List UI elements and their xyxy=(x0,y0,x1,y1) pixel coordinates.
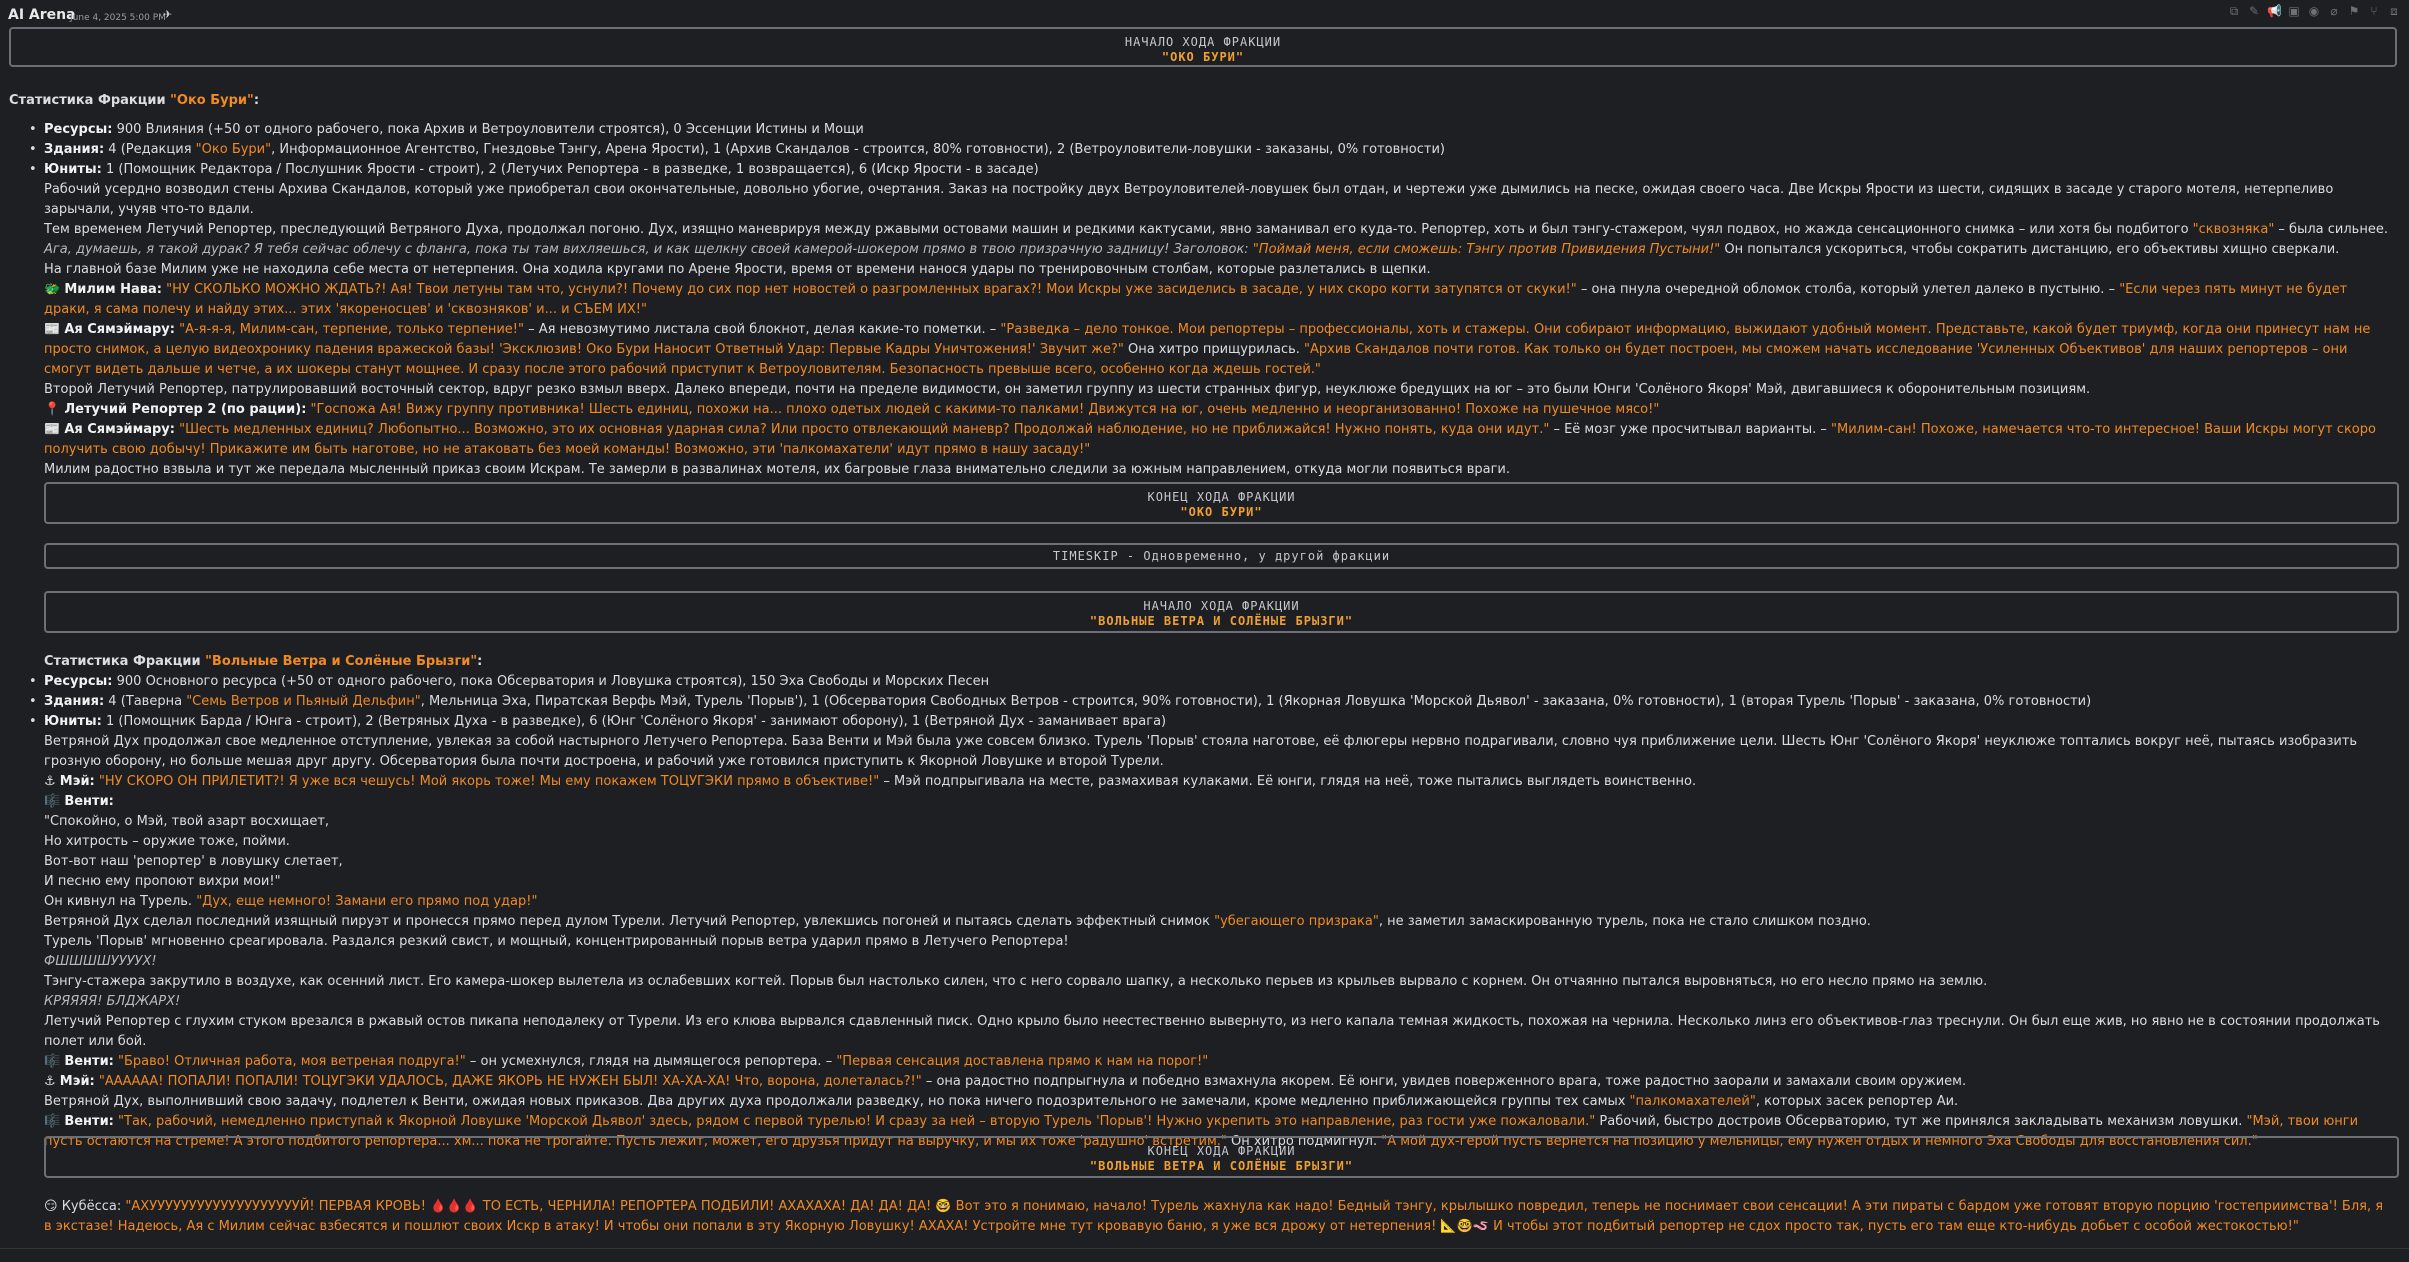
dialogue-milim: 🐲 Милим Нава: "НУ СКОЛЬКО МОЖНО ЖДАТЬ?! Ая! Твои летуны там что, уснули?! Почему до сих пор нет новостей о разгромленных врагах?! Мои Искры уже засиделись в засаде, у них скоро когти затупятся от скуки!" – она пнула очередной обломок столба, который улетел далеко в пустыню. – "Если через пять минут не будет драки, я сама полечу и найду этих... этих 'якореносцев' и 'сквозняков' и... и СЪЕМ ИХ!" xyxy=(44,282,2348,317)
anchor-icon: ⚓ xyxy=(44,774,60,789)
narration-paragraph: Рабочий усердно возводил стены Архива Скандалов, который уже приобретал свои окончательные, довольно убогие, очертания. Заказ на постройку двух Ветроуловителей-ловушек был отдан, и чертежи уже дымились на песке, ожидая своего часа. Две Искры Ярости из шести, сидящих в засаде у старого мотеля, нетерпеливо зарычали, учуяв что-то вдали. xyxy=(44,182,2334,217)
narration-paragraph: Летучий Репортер с глухим стуком врезался в ржавый остов пикапа неподалеку от Турели. Из его клюва вырвался сдавленный писк. Одно крыло было неестественно вывернуто, из него капала темная жидкость, похожая на чернила. Несколько линз его объективов-глаз треснули. Он был еще жив, но явно не в состоянии продолжать полет или бой. xyxy=(44,1014,2380,1049)
pin-icon: ✈ xyxy=(163,8,173,21)
timeskip-banner: TIMESKIP - Одновременно, у другой фракции xyxy=(44,543,2399,569)
eye-icon[interactable]: ◉ xyxy=(2308,4,2320,18)
turn-start-banner-winds: НАЧАЛО ХОДА ФРАКЦИИ "ВОЛЬНЫЕ ВЕТРА И СОЛЁНЫЕ БРЫЗГИ" xyxy=(44,591,2399,633)
banner-faction: "ОКО БУРИ" xyxy=(1161,50,1245,64)
oko-stats-list xyxy=(44,120,2394,180)
list-item: • Юниты: 1 (Помощник Редактора / Послушник Ярости - строит), 2 (Летучих Репортера - в разведке, 1 возвращается), 6 (Искр Ярости - в засаде) xyxy=(44,160,2394,180)
narration-paragraph: Ветряной Дух продолжал свое медленное отступление, увлекая за собой настырного Летучего Репортера. База Венти и Мэй была уже совсем близко. Турель 'Порыв' стояла наготове, её флюгеры нервно подрагивали, словно чуя приближение цели. Шесть Юнг 'Солёного Якоря' неуклюже топтались вокруг неё, пытаясь изобразить грозную оборону, но больше мешая друг другу. Обсерватория была почти достроена, и рабочий уже готовился приступить к Якорной Ловушке и второй Турели. xyxy=(44,734,2358,769)
oko-content xyxy=(44,120,2394,480)
poem-line: И песню ему пропоют вихри мои!" xyxy=(44,874,281,889)
winds-stats-list xyxy=(44,672,2394,732)
dialogue-aya: 📰 Ая Сямэймару: "Шесть медленных единиц? Любопытно... Возможно, это их основная ударная сила? Или просто отвлекающий маневр? Продолжай наблюдение, но не приближайся! Нужно понять, куда они идут." – Её мозг уже просчитывал варианты. – "Милим-сан! Похоже, намечается что-то интересное! Ваши Искры могут скоро получить свою добычу! Прикажите им быть наготове, но не атаковать без моей команды! Возможно, эти 'палкомахатели' идут прямо в нашу засаду!" xyxy=(44,422,2376,457)
top-bar xyxy=(0,0,2409,26)
message-toolbar xyxy=(2227,4,2401,18)
app-title: AI Arena xyxy=(8,7,76,23)
dialogue-mei: ⚓ Мэй: "АААААА! ПОПАЛИ! ПОПАЛИ! ТОЦУГЭКИ УДАЛОСЬ, ДАЖЕ ЯКОРЬ НЕ НУЖЕН БЫЛ! ХА-ХА-ХА! Что, ворона, долеталась?!" – она радостно подпрыгнула и победно взмахнула якорем. Её юнги, увидев поверженного врага, тоже радостно заорали и замахали своим оружием. xyxy=(44,1074,1967,1089)
list-item: • Здания: 4 (Таверна "Семь Ветров и Пьяный Дельфин", Мельница Эха, Пиратская Верфь Мэй, Турель 'Порыв'), 1 (Обсерватория Свободных Ветров - строится, 90% готовности), 1 (Якорная Ловушка 'Морской Дьявол' - заказана, 0% готовности), 1 (вторая Турель 'Порыв' - заказана, 0% готовности) xyxy=(44,692,2394,712)
edit-icon[interactable]: ✎ xyxy=(2248,4,2260,18)
narration-paragraph: Ветряной Дух, выполнивший свою задачу, подлетел к Венти, ожидая новых приказов. Два других духа продолжали разведку, но пока ничего подозрительного не замечали, кроме медленно приближающейся группы тех самых "палкомахателей", которых засек репортер Аи. xyxy=(44,1094,1959,1109)
flag-icon[interactable]: ⚑ xyxy=(2348,4,2360,18)
notebook-icon: 📰 xyxy=(44,322,65,337)
list-item: • Ресурсы: 900 Влияния (+50 от одного рабочего, пока Архив и Ветроуловители строятся), 0 Эссенции Истины и Мощи xyxy=(44,120,2394,140)
dragon-icon: 🐲 xyxy=(44,282,65,297)
music-icon: 🎼 xyxy=(44,1054,65,1069)
branch-icon[interactable]: ⑂ xyxy=(2370,4,2378,18)
anchor-icon: ⚓ xyxy=(44,1074,60,1089)
attach-icon[interactable]: ⌀ xyxy=(2330,4,2338,18)
pin-marker-icon: 📍 xyxy=(44,402,65,417)
dialogue-aya: 📰 Ая Сямэймару: "А-я-я-я, Милим-сан, терпение, только терпение!" – Ая невозмутимо листала свой блокнот, делая какие-то пометки. – "Разведка – дело тонкое. Мои репортеры – профессионалы, хоть и стажеры. Они собирают информацию, выжидают удобный момент. Представьте, какой будет триумф, когда они принесут нам не просто снимок, а целую видеохронику падения вражеской базы! 'Эксклюзив! Око Бури Наносит Ответный Удар: Первые Кадры Уничтожения!' Звучит же?" Она хитро прищурилась. "Архив Скандалов почти готов. Как только он будет построен, мы сможем начать исследование 'Усиленных Объективов' для наших репортеров – они смогут видеть дальше и четче, а их шокеры станут мощнее. И сразу после этого рабочий приступит к Ветроуловителям. Безопасность превыше всего, особенно когда ждешь гостей." xyxy=(44,322,2371,377)
dialogue-kubessa: 😏 Кубёсса: "АХУУУУУУУУУУУУУУУУУУУЙ! ПЕРВАЯ КРОВЬ! 🩸🩸🩸 ТО ЕСТЬ, ЧЕРНИЛА! РЕПОРТЕРА ПОДБИЛИ! АХАХАХА! ДА! ДА! ДА! 🤓 Вот это я понимаю, начало! Турель жахнула как надо! Бедный тэнгу, крылышко повредил, теперь не поснимает свои сенсации! А эти пираты с бардом уже готовят вторую порцию 'гостеприимства'! Бля, я в экстазе! Надеюсь, Ая с Милим сейчас взбесятся и пошлют своих Искр в атаку! И чтобы они попали в эту Якорную Ловушку! АХАХА! Устройте мне тут кровавую баню, я уже вся дрожу от нетерпения! 📐🤓🪱 И чтобы этот подбитый репортер не сдох просто так, пусть его там еще кто-нибудь добьет с особой жестокостью!" xyxy=(44,1199,2384,1234)
winds-stats-heading: Статистика Фракции "Вольные Ветра и Солёные Брызги": xyxy=(44,654,483,669)
poem-line: Но хитрость – оружие тоже, пойми. xyxy=(44,834,290,849)
narration-paragraph: Милим радостно взвыла и тут же передала мысленный приказ своим Искрам. Те замерли в развалинах мотеля, их багровые глаза внимательно следили за южным направлением, откуда могли появиться враги. xyxy=(44,462,1511,477)
dialogue-mei: ⚓ Мэй: "НУ СКОРО ОН ПРИЛЕТИТ?! Я уже вся чешусь! Мой якорь тоже! Мы ему покажем ТОЦУГЭКИ прямо в объективе!" – Мэй подпрыгивала на месте, размахивая кулаками. Её юнги, глядя на неё, тоже пытались выглядеть воинственно. xyxy=(44,774,1697,789)
narration-paragraph: Тем временем Летучий Репортер, преследующий Ветряного Духа, продолжал погоню. Дух, изящно маневрируя между ржавыми остовами машин и редкими кактусами, явно заманивал его куда-то. Репортер, хоть и был тэнгу-стажером, чуял подвох, но жажда сенсационного снимка – или хотя бы подбитого "сквозняка" – была сильнее. Ага, думаешь, я такой дурак? Я тебя сейчас облечу с фланга, пока ты там вихляешься, и как щелкну своей камерой-шокером прямо в твою призрачную задницу! Заголовок: "Поймай меня, если сможешь: Тэнгу против Привидения Пустыни!" Он попытался ускориться, чтобы сократить дистанцию, его объективы хищно сверкали. xyxy=(44,222,2388,257)
turn-end-banner-oko: КОНЕЦ ХОДА ФРАКЦИИ "ОКО БУРИ" xyxy=(44,482,2399,524)
dialogue-reporter: 📍 Летучий Репортер 2 (по рации): "Госпожа Ая! Вижу группу противника! Шесть единиц, похожи на... плохо одетых людей с какими-то палками! Движутся на юг, очень медленно и неорганизованно! Похоже на пушечное мясо!" xyxy=(44,402,1660,417)
narration-paragraph: Он кивнул на Турель. "Дух, еще немного! Замани его прямо под удар!" xyxy=(44,894,538,909)
narration-paragraph: Тэнгу-стажера закрутило в воздухе, как осенний лист. Его камера-шокер вылетела из ослабевших когтей. Порыв был настолько силен, что с него сорвало шапку, а несколько перьев из крыльев вырвало с корнем. Он отчаянно пытался выровняться, но его несло прямо на землю. xyxy=(44,974,1988,989)
notebook-icon: 📰 xyxy=(44,422,65,437)
poem-line: Вот-вот наш 'репортер' в ловушку слетает, xyxy=(44,854,343,869)
list-item: • Здания: 4 (Редакция "Око Бури", Информационное Агентство, Гнездовье Тэнгу, Арена Ярости), 1 (Архив Скандалов - строится, 80% готовности), 2 (Ветроуловители-ловушки - заказаны, 0% готовности) xyxy=(44,140,2394,160)
oko-stats xyxy=(9,91,2399,111)
copy-icon[interactable]: ⧉ xyxy=(2229,4,2239,18)
banner-title: НАЧАЛО ХОДА ФРАКЦИИ xyxy=(1124,35,1282,49)
expand-icon[interactable]: ⧈ xyxy=(2390,4,2398,18)
save-icon[interactable]: ▣ xyxy=(2288,4,2300,18)
narration-paragraph: На главной базе Милим уже не находила себе места от нетерпения. Она ходила кругами по Арене Ярости, время от времени нанося удары по тренировочным столбам, которые разлетались в щепки. xyxy=(44,262,1431,277)
smirk-icon: 😏 xyxy=(44,1199,62,1214)
list-item: • Ресурсы: 900 Основного ресурса (+50 от одного рабочего, пока Обсерватория и Ловушка строятся), 150 Эха Свободы и Морских Песен xyxy=(44,672,2394,692)
dialogue-venti: 🎼 Венти: xyxy=(44,794,114,809)
music-icon: 🎼 xyxy=(44,794,65,809)
dialogue-venti: 🎼 Венти: "Браво! Отличная работа, моя ветреная подруга!" – он усмехнулся, глядя на дымящегося репортера. – "Первая сенсация доставлена прямо к нам на порог!" xyxy=(44,1054,1209,1069)
bottom-divider xyxy=(0,1248,2409,1262)
megaphone-icon[interactable]: 📢 xyxy=(2267,4,2282,18)
dialogue-venti: 🎼 Венти: "Так, рабочий, немедленно приступай к Якорной Ловушке 'Морской Дьявол' здесь, рядом с первой турелью! И сразу за ней – вторую Турель 'Порыв'! Нужно укрепить это направление, раз гости уже пожаловали." Рабочий, быстро достроив Обсерваторию, тут же принялся закладывать механизм ловушки. "Мэй, твои юнги пусть остаются на стреме! А этого подбитого репортера... хм... пока не трогайте. Пусть лежит, может, его друзья придут на выручку, и мы их тоже 'радушно' встретим." Он хитро подмигнул. "А мой дух-герой пусть вернется на позицию у мельницы, ему нужен отдых и немного Эха Свободы для восстановления сил." xyxy=(44,1114,2359,1149)
sound-effect: КРЯЯЯЯ! БЛДЖАРХ! xyxy=(44,994,181,1009)
list-item: • Юниты: 1 (Помощник Барда / Юнга - строит), 2 (Ветряных Духа - в разведке), 6 (Юнг 'Солёного Якоря' - занимают оборону), 1 (Ветряной Дух - заманивает врага) xyxy=(44,712,2394,732)
oko-stats-heading: Статистика Фракции "Око Бури": xyxy=(9,93,260,108)
turn-end-banner-winds: КОНЕЦ ХОДА ФРАКЦИИ "ВОЛЬНЫЕ ВЕТРА И СОЛЁНЫЕ БРЫЗГИ" xyxy=(44,1136,2399,1178)
winds-content xyxy=(44,652,2394,1152)
music-icon: 🎼 xyxy=(44,1114,65,1129)
sound-effect: ФШШШШУУУУХ! xyxy=(44,954,157,969)
message-timestamp: June 4, 2025 5:00 PM xyxy=(70,13,166,23)
narration-paragraph: Ветряной Дух сделал последний изящный пируэт и пронесся прямо перед дулом Турели. Летучий Репортер, увлекшись погоней и пытаясь сделать эффектный снимок "убегающего призрака", не заметил замаскированную турель, пока не стало слишком поздно. xyxy=(44,914,1871,929)
narration-paragraph: Турель 'Порыв' мгновенно среагировала. Раздался резкий свист, и мощный, концентрированный порыв ветра ударил прямо в Летучего Репортера! xyxy=(44,934,1069,949)
narration-paragraph: Второй Летучий Репортер, патрулировавший восточный сектор, вдруг резко взмыл вверх. Далеко впереди, почти на пределе видимости, он заметил группу из шести странных фигур, неуклюже бредущих на юг – это были Юнги 'Солёного Якоря' Мэй, двигавшиеся к оборонительным позициям. xyxy=(44,382,2091,397)
poem-line: "Спокойно, о Мэй, твой азарт восхищает, xyxy=(44,814,330,829)
turn-start-banner-oko xyxy=(9,27,2397,67)
